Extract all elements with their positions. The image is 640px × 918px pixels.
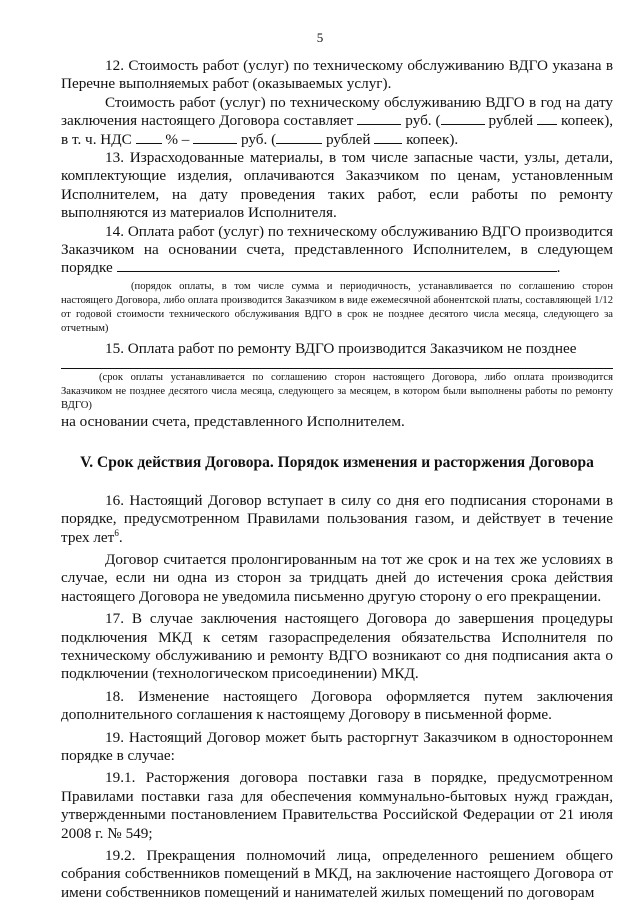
blank-kopecks (537, 112, 557, 125)
clause-18: 18. Изменение настоящего Договора оформляется путем заключения дополнительного соглашения к настоящему Договору в письменной форме. (61, 687, 613, 724)
clause-19-2: 19.2. Прекращения полномочий лица, определенного решением общего собрания собственников помещений в МКД, на заключение настоящего Договора от имени собственников помещений и нанимателей жилых помещений по договорам (61, 847, 613, 901)
blank-vat-kopecks (374, 131, 402, 144)
blank-vat-rubles (276, 131, 322, 144)
cost-text-f: руб. ( (240, 130, 277, 148)
clause-14-end: . (556, 259, 561, 277)
clause-16-text: 16. Настоящий Договор вступает в силу со дня его подписания сторонами в порядке, предусмотренном Правилами пользования газом, и действует в течение трех лет (61, 491, 613, 546)
document-body (61, 57, 613, 902)
clause-16 (61, 492, 613, 547)
clause-16-prolongation: Договор считается пролонгированным на тот же срок и на тех же условиях в случае, если ни одна из сторон за тридцать дней до истечения срока действия настоящего Договора не уведомила письменно другую сторону о его прекращении. (61, 550, 613, 605)
note-repair-payment-term: (срок оплаты устанавливается по соглашению сторон настоящего Договора, либо оплата производится Заказчиком не позднее десятого числа месяца, следующего за месяцем, в котором были выполнены работы по ремонту ВДГО) (61, 372, 613, 412)
cost-text-a: Стоимость работ (услуг) по техническому обслуживанию ВДГО в год на дату заключения настоящего Договора составляет (61, 93, 613, 130)
clause-12: 12. Стоимость работ (услуг) по техническому обслуживанию ВДГО указана в Перечне выполняемых работ (оказываемых услуг). (61, 57, 613, 93)
blank-vat-percent (136, 131, 162, 144)
section-heading: V. Срок действия Договора. Порядок изменения и расторжения Договора (80, 453, 594, 471)
cost-text-e: % – (165, 130, 190, 148)
note-payment-order: (порядок оплаты, в том числе сумма и периодичность, устанавливается по соглашению сторон настоящего Договора, либо оплата производится Заказчиком в виде ежемесячной абонентской платы, составляющей 1/12 от годовой стоимости технического обслуживания ВДГО в срок не позднее десятого числа месяца, следующего за отчетным) (61, 280, 613, 334)
clause-15: 15. Оплата работ по ремонту ВДГО производится Заказчиком не позднее (105, 339, 577, 357)
cost-text-b: руб. ( (405, 112, 441, 130)
blank-amount (357, 112, 401, 125)
blank-vat-amount (193, 131, 237, 144)
cost-paragraph (61, 94, 613, 149)
cost-text-c: рублей (488, 112, 534, 130)
blank-rubles-words (441, 112, 485, 125)
clause-13: 13. Израсходованные материалы, в том числе запасные части, узлы, детали, комплектующие изделия, оплачиваются Заказчиком по ценам, установленным Исполнителем, на дату проведения таких работ, если работы по ремонту выполняются из материалов Исполнителя. (61, 149, 613, 222)
clause-14-text: 14. Оплата работ (услуг) по техническому обслуживанию ВДГО производится Заказчиком на основании счета, представленного Исполнителем, в следующем порядке (61, 222, 613, 277)
clause-15-tail: на основании счета, представленного Исполнителем. (61, 413, 405, 431)
clause-16-end: . (118, 528, 123, 546)
cost-text-h: копеек). (406, 130, 459, 148)
clause-14 (61, 223, 613, 278)
cost-text-d: копеек), в т. ч. НДС (61, 112, 614, 148)
page-number: 5 (316, 30, 324, 45)
footnote-ref: 6 (114, 527, 119, 538)
clause-19-1: 19.1. Расторжения договора поставки газа в порядке, предусмотренном Правилами поставки газа для обеспечения коммунально-бытовых нужд граждан, утвержденными постановлением Правительства Российской Федерации от 21 июля 2008 г. № 549; (61, 769, 613, 842)
clause-19: 19. Настоящий Договор может быть расторгнут Заказчиком в одностороннем порядке в случае: (61, 728, 613, 764)
clause-17: 17. В случае заключения настоящего Договора до завершения процедуры подключения МКД к сетям газораспределения обязательства Исполнителя по техническому обслуживанию и ремонту ВДГО возникают со дня подписания акта о подключении (технологическом присоединении) МКД. (61, 610, 613, 683)
cost-text-g: рублей (325, 130, 371, 148)
blank-repair-payment-term (61, 358, 613, 369)
blank-payment-order (117, 259, 557, 272)
